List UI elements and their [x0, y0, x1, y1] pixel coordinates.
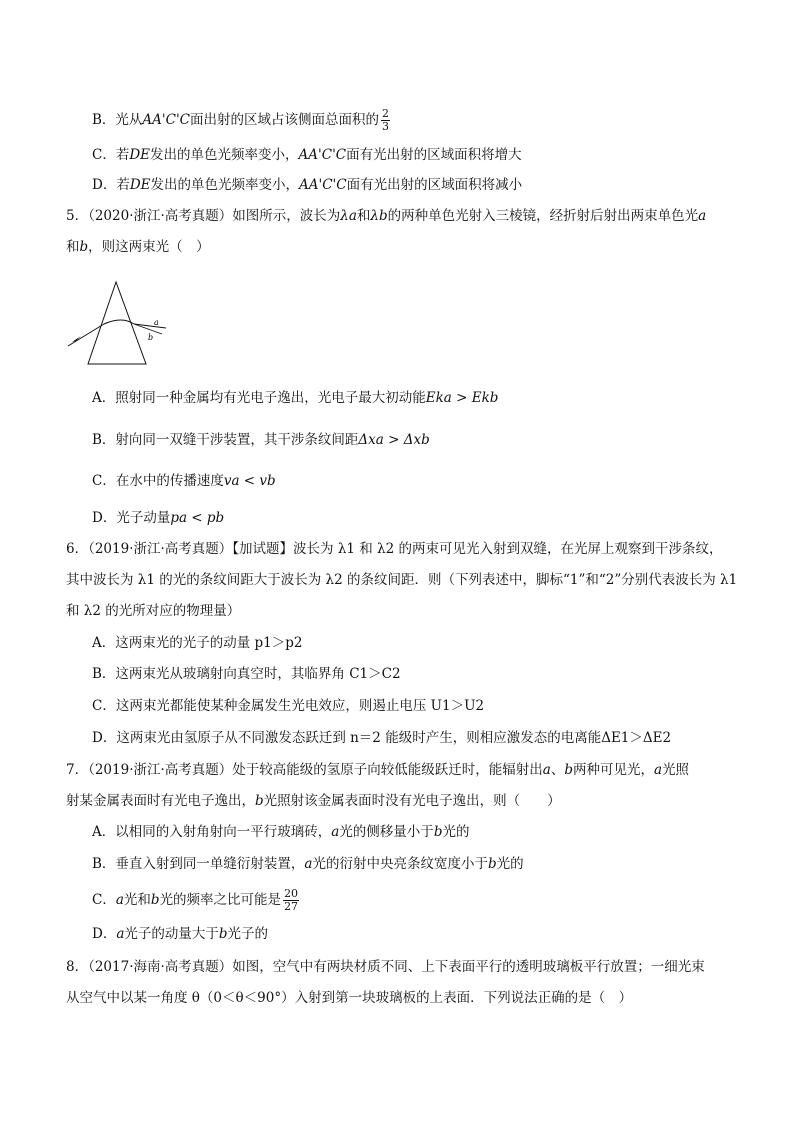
q7-option-c: C．a光和b光的频率之比可能是 $\frac{20}{27}$: [92, 887, 299, 913]
incident-ray: [68, 324, 104, 346]
fraction: $\frac{2}{3}$: [382, 107, 390, 133]
q7-stem-line2: 射某金属表面时有光电子逸出，b光照射该金属表面时没有光电子逸出，则（ ）: [66, 793, 561, 809]
q5-stem-line2: 和b，则这两束光（ ）: [66, 239, 210, 255]
q5-option-a: A．照射同一种金属均有光电子逸出，光电子最大初动能Eka > Ekb: [92, 390, 499, 406]
q4-option-c: C．若DE发出的单色光频率变小，AA'C'C面有光出射的区域面积将增大: [92, 147, 522, 163]
q6-stem-line2: 其中波长为 λ1 的光的条纹间距大于波长为 λ2 的条纹间距．则（下列表述中，脚标“1”和“2”分别代表波长为 λ1: [66, 572, 738, 588]
q7-stem-line1: 7．（2019·浙江·高考真题）处于较高能级的氢原子向较低能级跃迁时，能辐射出a、b两种可见光，a光照: [66, 762, 690, 778]
figure-label-a: a: [154, 318, 159, 327]
q6-stem-line1: 6．（2019·浙江·高考真题）【加试题】波长为 λ1 和 λ2 的两束可见光入射到双缝，在光屏上观察到干涉条纹，: [66, 541, 723, 557]
q8-stem-line2: 从空气中以某一角度 θ（0＜θ＜90°）入射到第一块玻璃板的上表面．下列说法正确的是（ ）: [66, 990, 633, 1006]
q5-stem-line1: 5．（2020·浙江·高考真题）如图所示，波长为λa和λb的两种单色光射入三棱镜，经折射后射出两束单色光a: [66, 208, 707, 224]
q7-option-b: B．垂直入射到同一单缝衍射装置，a光的衍射中央亮条纹宽度小于b光的: [92, 856, 524, 872]
q6-option-d: D．这两束光由氢原子从不同激发态跃迁到 n＝2 能级时产生，则相应激发态的电离能ΔE1＞ΔE2: [92, 730, 672, 746]
q6-stem-line3: 和 λ2 的光所对应的物理量）: [66, 603, 241, 619]
q6-option-a: A．这两束光的光子的动量 p1＞p2: [92, 635, 303, 651]
q5-option-b: B．射向同一双缝干涉装置，其干涉条纹间距Δxa > Δxb: [92, 432, 430, 448]
q5-option-c: C．在水中的传播速度va < vb: [92, 473, 276, 489]
q6-option-b: B．这两束光从玻璃射向真空时，其临界角 C1＞C2: [92, 666, 401, 682]
prism-figure: [66, 278, 176, 373]
figure-label-b: b: [148, 333, 154, 342]
refracted-ray: [104, 320, 134, 324]
q6-option-c: C．这两束光都能使某种金属发生光电效应，则遏止电压 U1＞U2: [92, 698, 485, 714]
q7-option-d: D．a光子的动量大于b光子的: [92, 926, 269, 942]
q4-option-b: B．光从AA'C'C面出射的区域占该侧面总面积的 $\frac{2}{3}$: [92, 107, 390, 133]
prism-triangle: [88, 282, 146, 364]
q7-option-a: A．以相同的入射角射向一平行玻璃砖，a光的侧移量小于b光的: [92, 824, 470, 840]
q5-option-d: D．光子动量pa < pb: [92, 510, 225, 526]
q4-option-d: D．若DE发出的单色光频率变小，AA'C'C面有光出射的区域面积将减小: [92, 177, 523, 193]
fraction: $\frac{20}{27}$: [284, 887, 299, 913]
q8-stem-line1: 8．（2017·海南·高考真题）如图，空气中有两块材质不同、上下表面平行的透明玻璃板平行放置；一细光束: [66, 959, 705, 975]
